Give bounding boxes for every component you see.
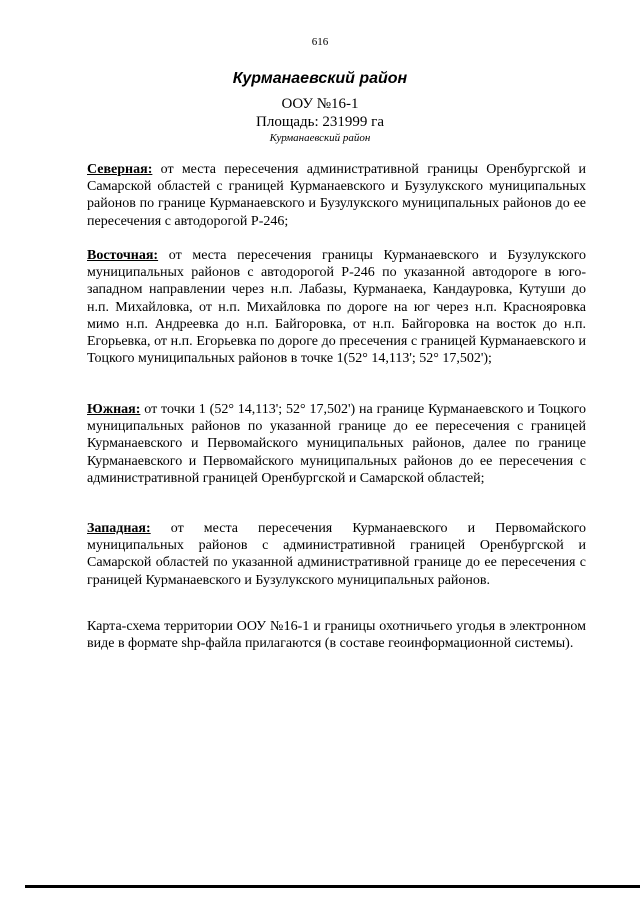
south-boundary-text: от точки 1 (52° 14,113'; 52° 17,502') на границе Курманаевского и Тоцкого муниципальных районов по указанной границе до ее пересечения с границей Курманаевского и Первомайского муниципальных районов, далее по границе Курманаевского и Первомайского муниципальных районов до ее пересечения с административной границей Оренбургской и Самарской областей; [87,402,586,486]
district-subtitle: Курманаевский район [269,132,371,144]
west-boundary-text: от места пересечения Курманаевского и Первомайского муниципальных районов с административной границей Оренбургской и Самарской областей по указанной административной границе до ее пересечения с границей Курманаевского и Бузулукского муниципальных районов. [87,521,586,588]
north-boundary-section [87,161,586,230]
south-boundary-section [87,401,586,487]
map-attachment-note: Карта-схема территории ООУ №16-1 и границы охотничьего угодья в электронном виде в формате shp-файла прилагаются (в составе геоинформационной системы). [87,619,586,652]
area-value: Площадь: 231999 га [256,114,384,130]
north-boundary-label: Северная: [87,162,153,177]
east-boundary-label: Восточная: [87,248,159,263]
east-boundary-section [87,247,586,367]
west-boundary-section [87,520,586,589]
west-boundary-label: Западная: [87,521,151,536]
hunting-ground-code: ООУ №16-1 [281,96,359,112]
page-number: 616 [311,36,329,48]
south-boundary-label: Южная: [87,402,141,417]
district-title: Курманаевский район [232,70,408,87]
bottom-rule [25,885,640,888]
north-boundary-text: от места пересечения административной границы Оренбургской и Самарской областей с границей Курманаевского и Бузулукского муниципальных районов по границе Курманаевского и Бузулукского муниципальных районов до ее пересечения с автодорогой Р-246; [87,162,586,229]
east-boundary-text: от места пересечения границы Курманаевского и Бузулукского муниципальных районов с автодорогой Р-246 по указанной автодороге в юго-западном направлении через н.п. Лабазы, Курманаека, Кандауровка, Кутуши до н.п. Михайловка, от н.п. Михайловка по дороге на юг через н.п. Краснояровка мимо н.п. Андреевка до н.п. Байгоровка, от н.п. Байгоровка на восток до н.п. Егорьевка, от н.п. Егорьевка по дороге до пресечения с границей Курманаевского и Тоцкого муниципальных районов в точке 1(52° 14,113'; 52° 17,502'); [87,248,586,367]
